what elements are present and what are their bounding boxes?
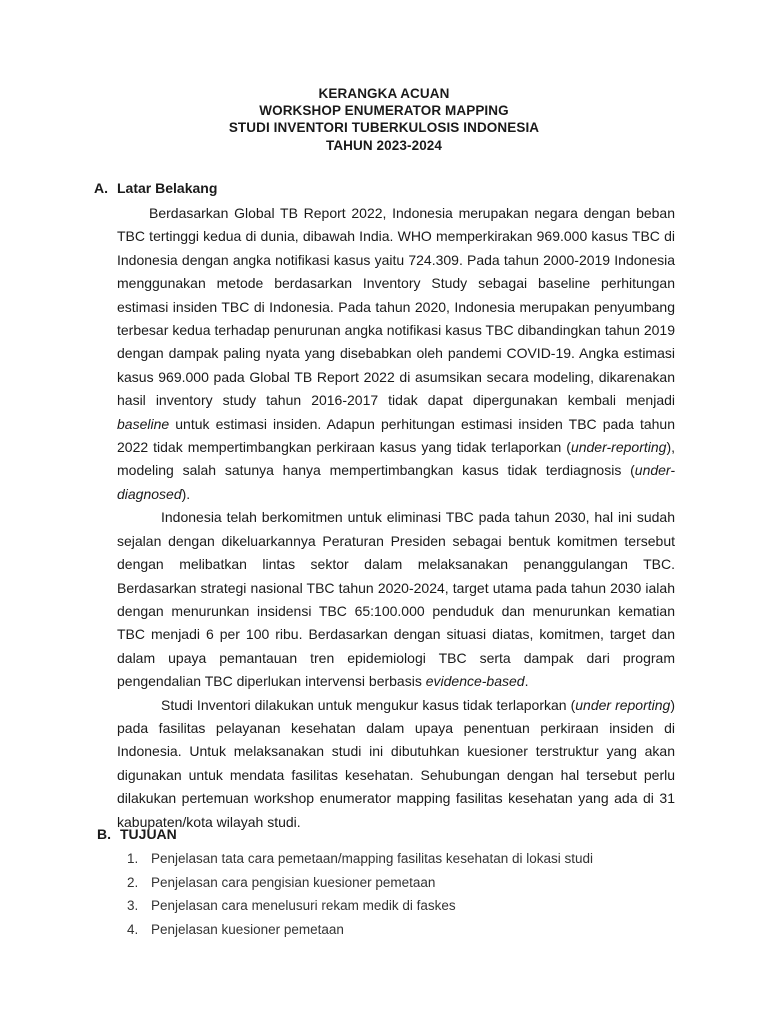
paragraph-1-italic-3: under-diagnosed <box>117 462 675 502</box>
title-line-1: KERANGKA ACUAN <box>318 86 450 101</box>
list-item <box>127 918 593 942</box>
paragraph-1-text-2: untuk estimasi insiden. Adapun perhitungan estimasi insiden TBC pada tahun 2022 tidak mempertimbangkan perkiraan kasus yang tidak terlaporkan ( <box>117 415 675 456</box>
section-b-heading <box>97 826 177 842</box>
section-a-heading <box>94 180 217 196</box>
list-item <box>127 847 593 871</box>
paragraph-2-text-2: . <box>524 673 529 690</box>
goals-list <box>127 847 593 941</box>
paragraph-3-text-2: ) pada fasilitas pelayanan kesehatan dalam upaya penentuan perkiraan insiden di Indonesia. Untuk melaksanakan studi ini dibutuhkan kuesioner terstruktur yang akan digunakan untuk mendata fasilitas kesehatan. Sehubungan dengan hal tersebut perlu dilakukan pertemuan workshop enumerator mapping fasilitas kesehatan yang ada di 31 kabupaten/kota wilayah studi. <box>117 696 675 830</box>
list-item-text: Penjelasan kuesioner pemetaan <box>151 921 344 937</box>
paragraph-1-text-4: ). <box>181 485 191 502</box>
paragraph-2-italic-1: evidence-based <box>425 673 525 690</box>
list-item-text: Penjelasan tata cara pemetaan/mapping fasilitas kesehatan di lokasi studi <box>151 851 594 866</box>
list-item <box>127 894 593 918</box>
section-a-letter: A. <box>94 180 108 196</box>
paragraph-3-italic-1: under reporting <box>575 696 671 713</box>
paragraph-3-text-1: Studi Inventori dilakukan untuk mengukur kasus tidak terlaporkan ( <box>161 696 576 713</box>
paragraph-2-text-1: Indonesia telah berkomitmen untuk eliminasi TBC pada tahun 2030, hal ini sudah sejalan dengan dikeluarkannya Peraturan Presiden sebagai bentuk komitmen tersebut dengan melibatkan lintas sektor dalam melaksanakan penanggulangan TBC. Berdasarkan strategi nasional TBC tahun 2020-2024, target utama pada tahun 2030 ialah dengan menurunkan insidensi TBC 65:100.000 penduduk dan menurunkan kematian TBC menjadi 6 per 100 ribu. Berdasarkan dengan situasi diatas, komitmen, target dan dalam upaya pemantauan tren epidemiologi TBC serta dampak dari program pengendalian TBC diperlukan intervensi berbasis <box>117 509 675 690</box>
document-title <box>0 85 768 154</box>
section-a-title: Latar Belakang <box>117 180 218 196</box>
section-a-body <box>117 202 675 834</box>
list-item-text: Penjelasan cara pengisian kuesioner pemetaan <box>151 874 436 890</box>
list-item-number: 1. <box>127 851 139 866</box>
paragraph-1-text-3: ), modeling salah satunya hanya mempertimbangkan kasus tidak terdiagnosis ( <box>117 439 675 479</box>
list-item-number: 2. <box>127 874 139 890</box>
list-item <box>127 871 593 895</box>
title-line-4: TAHUN 2023-2024 <box>325 137 443 153</box>
paragraph-1-text-1: Berdasarkan Global TB Report 2022, Indonesia merupakan negara dengan beban TBC tertinggi kedua di dunia, dibawah India. WHO memperkirakan 969.000 kasus TBC di Indonesia dengan angka notifikasi kasus yaitu 724.309. Pada tahun 2000-2019 Indonesia menggunakan metode berdasarkan Inventory Study sebagai baseline perhitungan estimasi insiden TBC di Indonesia. Pada tahun 2020, Indonesia merupakan penyumbang terbesar kedua terhadap penurunan angka notifikasi kasus TBC dibandingkan tahun 2019 dengan dampak paling nyata yang disebabkan oleh pandemi COVID-19. Angka estimasi kasus 969.000 pada Global TB Report 2022 di asumsikan secara modeling, dikarenakan hasil inventory study tahun 2016-2017 tidak dapat dipergunakan kembali menjadi <box>117 205 675 409</box>
list-item-text: Penjelasan cara menelusuri rekam medik di faskes <box>151 898 456 913</box>
section-b-letter: B. <box>97 826 111 842</box>
list-item-number: 4. <box>127 921 139 937</box>
title-line-3: STUDI INVENTORI TUBERKULOSIS INDONESIA <box>228 120 540 136</box>
title-line-2: WORKSHOP ENUMERATOR MAPPING <box>259 103 509 119</box>
paragraph-1-italic-1: baseline <box>117 415 170 432</box>
paragraph-3 <box>117 694 675 834</box>
paragraph-1-italic-2: under-reporting <box>570 439 667 456</box>
paragraph-1 <box>117 202 675 506</box>
section-b-title: TUJUAN <box>120 826 177 842</box>
paragraph-2 <box>117 506 675 693</box>
list-item-number: 3. <box>127 898 139 913</box>
